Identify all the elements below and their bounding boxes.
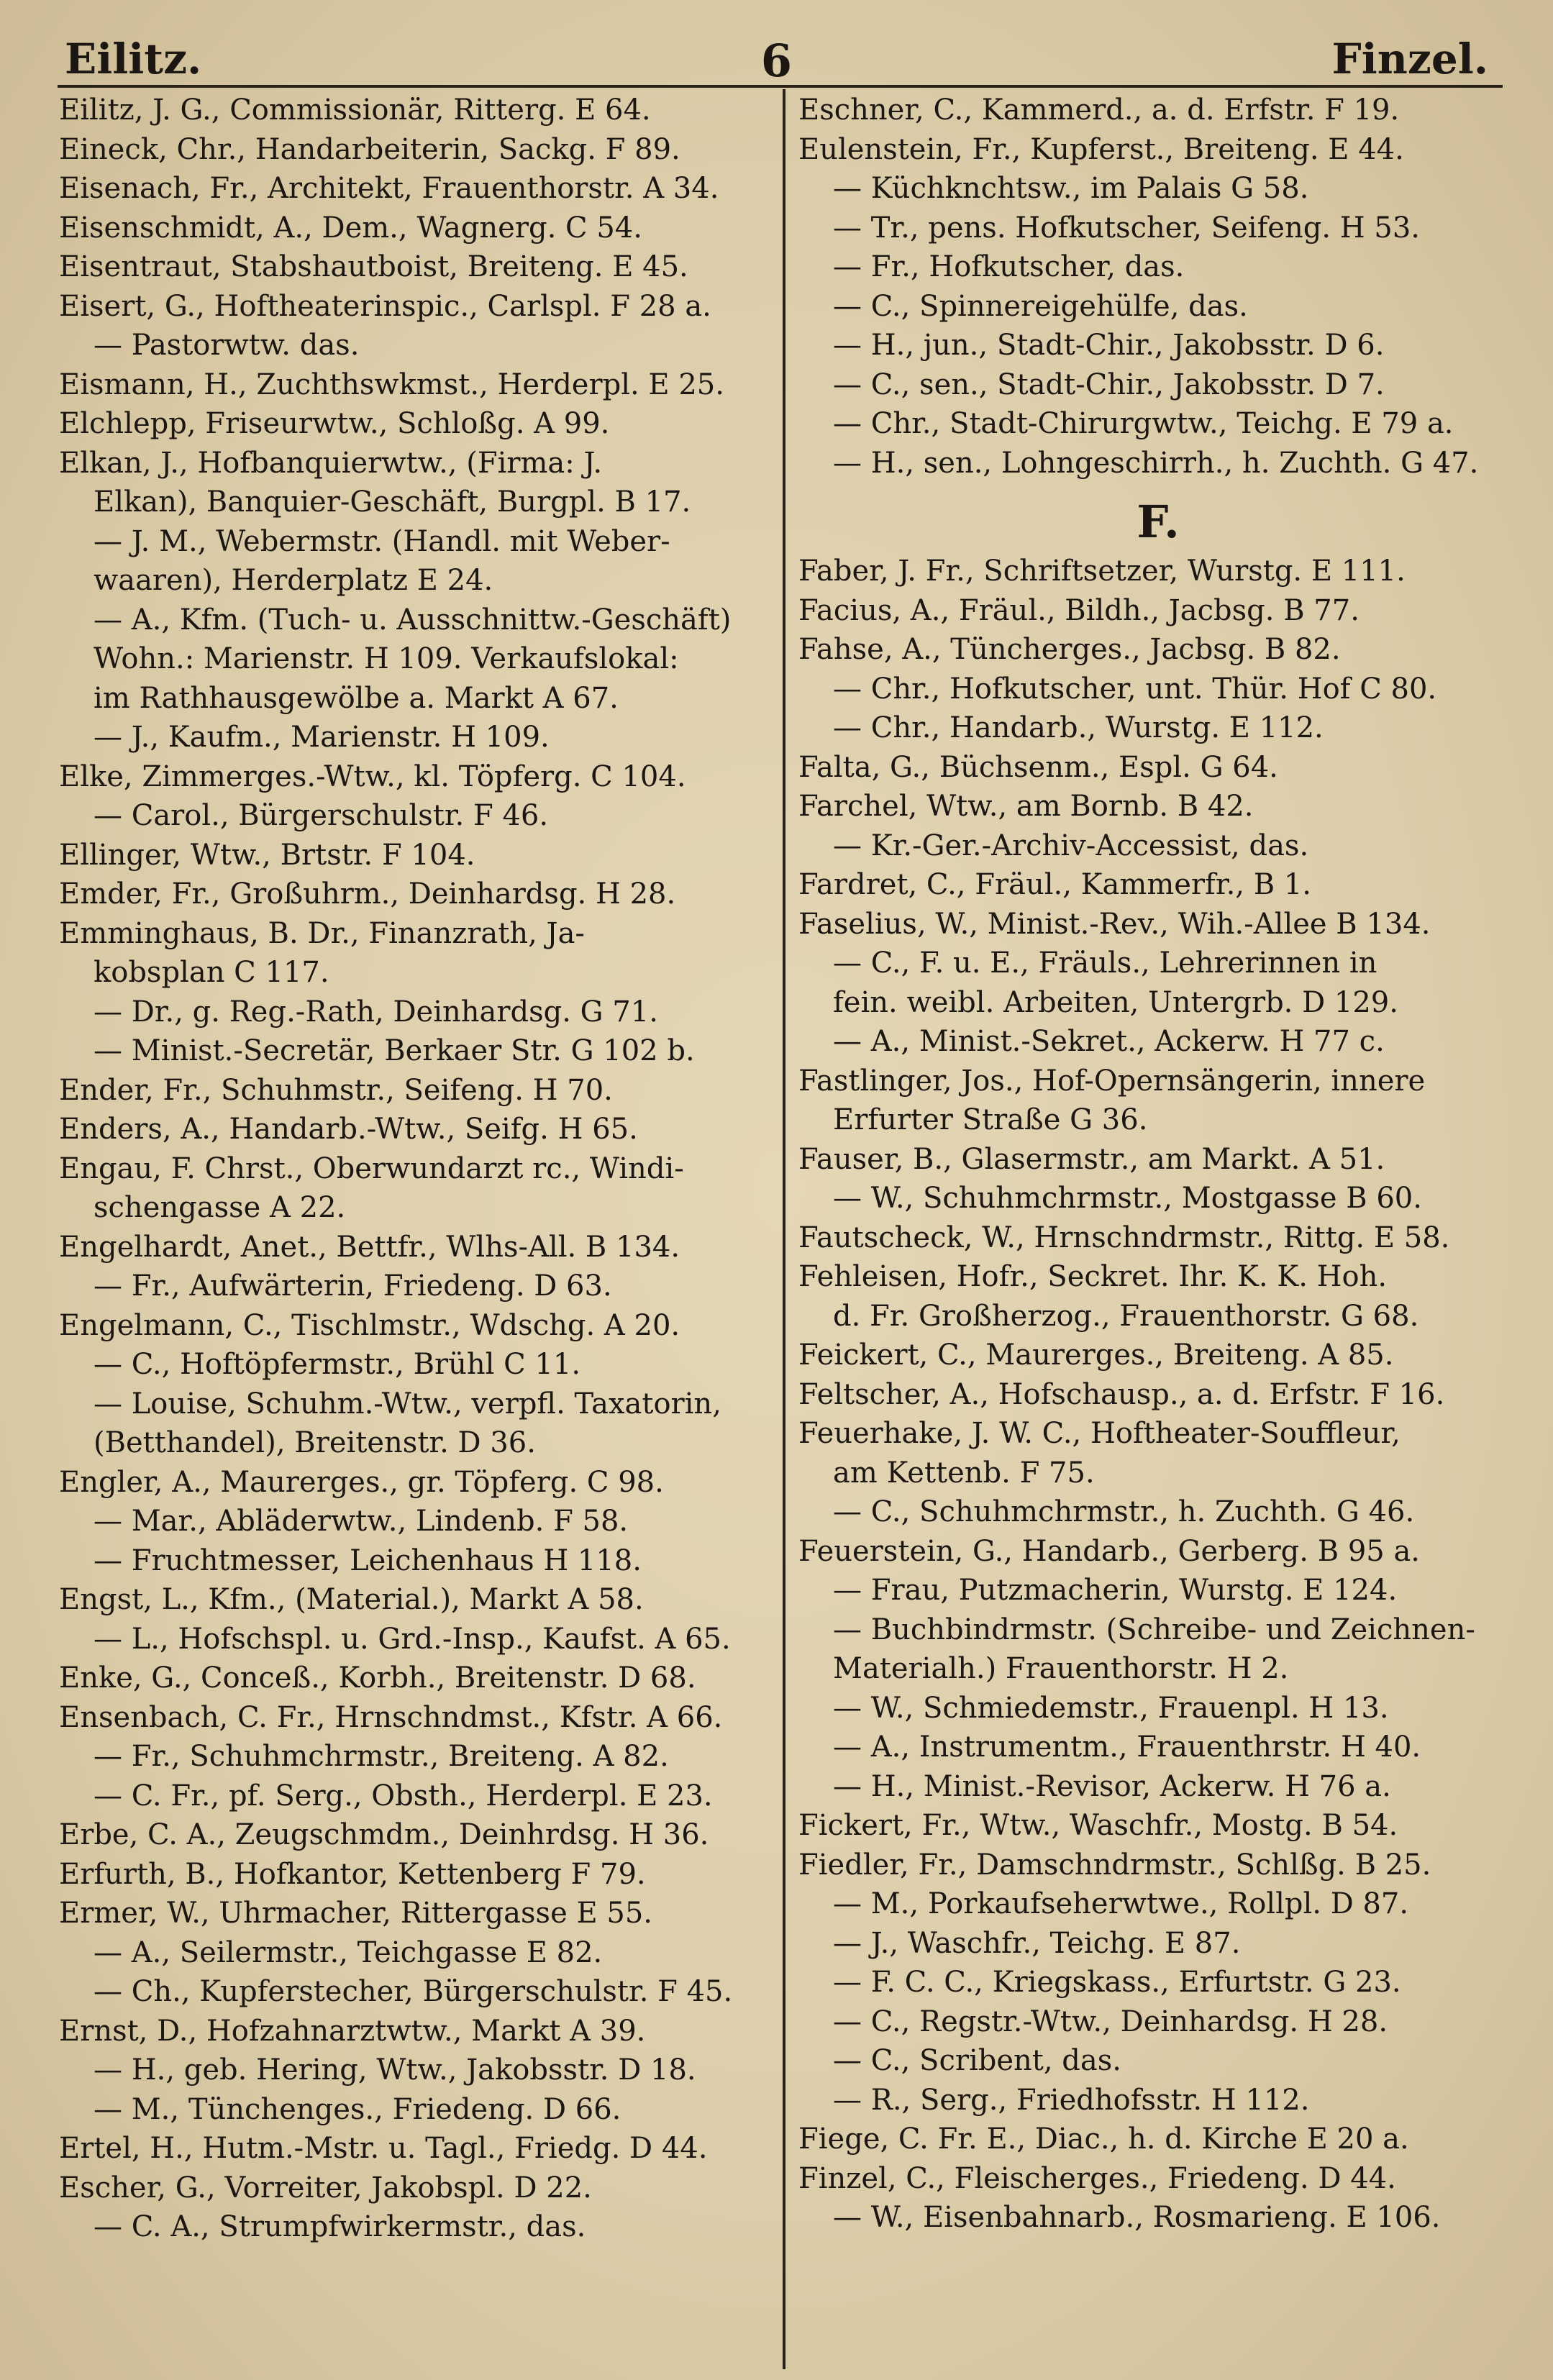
entry-continuation-line: waaren), Herderplatz E 24. <box>94 564 493 597</box>
directory-entry: — R., Serg., Friedhofsstr. H 112. <box>833 2083 1310 2117</box>
directory-entry: Ensenbach, C. Fr., Hrnschndmst., Kfstr. A 66. <box>59 1700 723 1734</box>
directory-entry: — C., F. u. E., Fräuls., Lehrerinnen in <box>833 947 1377 980</box>
entry-continuation-line: fein. weibl. Arbeiten, Untergrb. D 129. <box>833 985 1398 1019</box>
entry-continuation-line: am Kettenb. F 75. <box>833 1456 1095 1490</box>
directory-entry: — L., Hofschspl. u. Grd.-Insp., Kaufst. A 65. <box>94 1622 731 1656</box>
directory-entry: — H., sen., Lohngeschirrh., h. Zuchth. G 47. <box>833 446 1479 480</box>
directory-entry: — Carol., Bürgerschulstr. F 46. <box>94 799 549 832</box>
directory-entry: — Minist.-Secretär, Berkaer Str. G 102 b. <box>94 1034 695 1067</box>
directory-entry: — Fr., Schuhmchrmstr., Breiteng. A 82. <box>94 1740 669 1773</box>
entry-continuation-line: im Rathhausgewölbe a. Markt A 67. <box>94 681 619 715</box>
directory-entry: — C. A., Strumpfwirkermstr., das. <box>94 2210 586 2243</box>
directory-entry: Facius, A., Fräul., Bildh., Jacbsg. B 77. <box>798 593 1360 627</box>
directory-entry: Engau, F. Chrst., Oberwundarzt rc., Windi- <box>59 1152 684 1185</box>
directory-entry: Eisert, G., Hoftheaterinspic., Carlspl. F 28 a. <box>59 289 711 323</box>
directory-entry: — H., Minist.-Revisor, Ackerw. H 76 a. <box>833 1769 1391 1803</box>
right-column <box>798 91 1518 2238</box>
page-number: 6 <box>760 35 793 87</box>
directory-entry: Engelhardt, Anet., Bettfr., Wlhs-All. B 134. <box>59 1230 680 1264</box>
directory-entry: — M., Tünchenges., Friedeng. D 66. <box>94 2092 621 2126</box>
directory-entry: — C., Hoftöpfermstr., Brühl C 11. <box>94 1348 581 1381</box>
directory-entry: Faber, J. Fr., Schriftsetzer, Wurstg. E 111. <box>798 555 1406 588</box>
directory-entry: Escher, G., Vorreiter, Jakobspl. D 22. <box>59 2171 592 2205</box>
left-catchword: Eilitz. <box>65 35 202 83</box>
directory-entry: — Fr., Hofkutscher, das. <box>833 250 1185 283</box>
directory-entry: Engelmann, C., Tischlmstr., Wdschg. A 20. <box>59 1308 680 1342</box>
entry-continuation-line: Erfurter Straße G 36. <box>833 1103 1148 1136</box>
directory-entry: Eisentraut, Stabshautboist, Breiteng. E 45. <box>59 250 688 283</box>
directory-entry: — Fr., Aufwärterin, Friedeng. D 63. <box>94 1269 612 1303</box>
directory-entry: Fahse, A., Tüncherges., Jacbsg. B 82. <box>798 633 1341 666</box>
directory-entry: Eisenach, Fr., Architekt, Frauenthorstr. A 34. <box>59 172 719 205</box>
directory-entry: — A., Seilermstr., Teichgasse E 82. <box>94 1936 603 1969</box>
directory-entry: Eulenstein, Fr., Kupferst., Breiteng. E 44. <box>798 132 1404 166</box>
directory-entry: — Louise, Schuhm.-Wtw., verpfl. Taxatorin, <box>94 1387 721 1421</box>
directory-entry: Feickert, C., Maurerges., Breiteng. A 85. <box>798 1339 1394 1372</box>
directory-entry: Feuerhake, J. W. C., Hoftheater-Souffleur, <box>798 1417 1401 1450</box>
entry-continuation-line: Materialh.) Frauenthorstr. H 2. <box>833 1652 1289 1685</box>
directory-entry: Fastlinger, Jos., Hof-Opernsängerin, innere <box>798 1064 1426 1098</box>
entry-continuation-line: schengasse A 22. <box>94 1191 346 1224</box>
directory-entry: — J., Kaufm., Marienstr. H 109. <box>94 721 550 754</box>
section-letter-heading: F. <box>1137 496 1180 548</box>
directory-entry: — Chr., Handarb., Wurstg. E 112. <box>833 711 1324 744</box>
directory-entry: Fiege, C. Fr. E., Diac., h. d. Kirche E 20 a. <box>798 2123 1409 2156</box>
left-column <box>59 91 778 2247</box>
directory-entry: — W., Schuhmchrmstr., Mostgasse B 60. <box>833 1182 1422 1215</box>
page-header <box>65 22 1488 86</box>
right-catchword: Finzel. <box>1331 35 1488 83</box>
directory-entry: — Kr.-Ger.-Archiv-Accessist, das. <box>833 829 1309 862</box>
directory-entry: Fickert, Fr., Wtw., Waschfr., Mostg. B 54. <box>798 1809 1398 1842</box>
directory-entry: — Buchbindrmstr. (Schreibe- und Zeichnen- <box>833 1613 1475 1646</box>
directory-entry: Ernst, D., Hofzahnarztwtw., Markt A 39. <box>59 2014 646 2048</box>
directory-entry: — Chr., Hofkutscher, unt. Thür. Hof C 80. <box>833 672 1437 706</box>
directory-entry: — C. Fr., pf. Serg., Obsth., Herderpl. E 23. <box>94 1779 713 1813</box>
entry-continuation-line: Elkan), Banquier-Geschäft, Burgpl. B 17. <box>94 485 691 519</box>
directory-entry: — J. M., Webermstr. (Handl. mit Weber- <box>94 524 670 558</box>
directory-entry: Engst, L., Kfm., (Material.), Markt A 58. <box>59 1583 644 1616</box>
directory-entry: Fardret, C., Fräul., Kammerfr., B 1. <box>798 868 1311 901</box>
directory-entry: — Chr., Stadt-Chirurgwtw., Teichg. E 79 a. <box>833 407 1454 440</box>
entry-continuation-line: d. Fr. Großherzog., Frauenthorstr. G 68. <box>833 1299 1419 1333</box>
entry-continuation-line: kobsplan C 117. <box>94 956 329 989</box>
directory-entry: — W., Eisenbahnarb., Rosmarieng. E 106. <box>833 2201 1441 2234</box>
directory-entry: Fautscheck, W., Hrnschndrmstr., Rittg. E 58. <box>798 1221 1450 1254</box>
column-divider <box>783 89 785 2369</box>
directory-entry: — C., Spinnereigehülfe, das. <box>833 289 1248 323</box>
directory-entry: Emminghaus, B. Dr., Finanzrath, Ja- <box>59 916 585 950</box>
directory-entry: Eschner, C., Kammerd., a. d. Erfstr. F 19. <box>798 94 1400 127</box>
directory-entry: Ender, Fr., Schuhmstr., Seifeng. H 70. <box>59 1073 613 1107</box>
directory-entry: Erfurth, B., Hofkantor, Kettenberg F 79. <box>59 1857 646 1891</box>
directory-entry: — H., geb. Hering, Wtw., Jakobsstr. D 18. <box>94 2053 696 2087</box>
directory-entry: Feuerstein, G., Handarb., Gerberg. B 95 a. <box>798 1534 1421 1568</box>
directory-entry: Falta, G., Büchsenm., Espl. G 64. <box>798 750 1278 784</box>
directory-entry: Farchel, Wtw., am Bornb. B 42. <box>798 790 1254 823</box>
directory-entry: — A., Minist.-Sekret., Ackerw. H 77 c. <box>833 1025 1385 1058</box>
directory-entry: — C., Scribent, das. <box>833 2044 1121 2077</box>
directory-entry: — M., Porkaufseherwtwe., Rollpl. D 87. <box>833 1887 1409 1920</box>
entry-continuation-line: Wohn.: Marienstr. H 109. Verkaufslokal: <box>94 642 679 675</box>
directory-entry: Fauser, B., Glasermstr., am Markt. A 51. <box>798 1142 1385 1176</box>
directory-entry: Enke, G., Conceß., Korbh., Breitenstr. D 68. <box>59 1661 696 1695</box>
directory-entry: Elkan, J., Hofbanquierwtw., (Firma: J. <box>59 446 603 480</box>
directory-entry: — J., Waschfr., Teichg. E 87. <box>833 1926 1241 1960</box>
directory-entry: Ertel, H., Hutm.-Mstr. u. Tagl., Friedg. D 44. <box>59 2132 708 2165</box>
directory-entry: — A., Kfm. (Tuch- u. Ausschnittw.-Geschäft) <box>94 603 732 637</box>
directory-entry: — Fruchtmesser, Leichenhaus H 118. <box>94 1544 642 1577</box>
directory-entry: — Dr., g. Reg.-Rath, Deinhardsg. G 71. <box>94 995 658 1029</box>
directory-entry: Eineck, Chr., Handarbeiterin, Sackg. F 89. <box>59 132 680 166</box>
directory-entry: — Tr., pens. Hofkutscher, Seifeng. H 53. <box>833 211 1420 245</box>
directory-entry: Eismann, H., Zuchthswkmst., Herderpl. E 25. <box>59 368 724 401</box>
entry-continuation-line: (Betthandel), Breitenstr. D 36. <box>94 1426 536 1459</box>
directory-entry: Engler, A., Maurerges., gr. Töpferg. C 98. <box>59 1465 664 1499</box>
header-rule <box>58 85 1503 88</box>
directory-entry: — H., jun., Stadt-Chir., Jakobsstr. D 6. <box>833 329 1385 362</box>
directory-entry: Fiedler, Fr., Damschndrmstr., Schlßg. B 25. <box>798 1848 1431 1882</box>
directory-entry: — W., Schmiedemstr., Frauenpl. H 13. <box>833 1691 1389 1725</box>
directory-entry: — F. C. C., Kriegskass., Erfurtstr. G 23. <box>833 1966 1401 1999</box>
directory-entry: Eisenschmidt, A., Dem., Wagnerg. C 54. <box>59 211 642 245</box>
directory-entry: Fehleisen, Hofr., Seckret. Ihr. K. K. Hoh. <box>798 1260 1388 1293</box>
directory-entry: — C., sen., Stadt-Chir., Jakobsstr. D 7. <box>833 368 1385 401</box>
directory-entry: Enders, A., Handarb.-Wtw., Seifg. H 65. <box>59 1113 638 1146</box>
directory-entry: Feltscher, A., Hofschausp., a. d. Erfstr. F 16. <box>798 1377 1445 1411</box>
directory-entry: Emder, Fr., Großuhrm., Deinhardsg. H 28. <box>59 877 676 911</box>
directory-entry: — C., Schuhmchrmstr., h. Zuchth. G 46. <box>833 1495 1415 1528</box>
directory-entry: — Ch., Kupferstecher, Bürgerschulstr. F 45. <box>94 1975 733 2008</box>
directory-entry: Finzel, C., Fleischerges., Friedeng. D 44. <box>798 2161 1396 2195</box>
directory-entry: Elke, Zimmerges.-Wtw., kl. Töpferg. C 104. <box>59 760 686 793</box>
directory-entry: Faselius, W., Minist.-Rev., Wih.-Allee B 134. <box>798 907 1431 941</box>
directory-entry: Erbe, C. A., Zeugschmdm., Deinhrdsg. H 36. <box>59 1818 709 1851</box>
directory-entry: — Frau, Putzmacherin, Wurstg. E 124. <box>833 1574 1398 1607</box>
directory-entry: — C., Regstr.-Wtw., Deinhardsg. H 28. <box>833 2005 1388 2038</box>
directory-entry: Elchlepp, Friseurwtw., Schloßg. A 99. <box>59 407 610 440</box>
directory-entry: — A., Instrumentm., Frauenthrstr. H 40. <box>833 1731 1421 1764</box>
directory-entry: Eilitz, J. G., Commissionär, Ritterg. E 64. <box>59 94 651 127</box>
directory-entry: — Mar., Abläderwtw., Lindenb. F 58. <box>94 1505 629 1538</box>
directory-entry: Ellinger, Wtw., Brtstr. F 104. <box>59 838 475 872</box>
directory-entry: — Pastorwtw. das. <box>94 329 360 362</box>
directory-entry: — Küchknchtsw., im Palais G 58. <box>833 172 1309 205</box>
directory-entry: Ermer, W., Uhrmacher, Rittergasse E 55. <box>59 1897 652 1930</box>
